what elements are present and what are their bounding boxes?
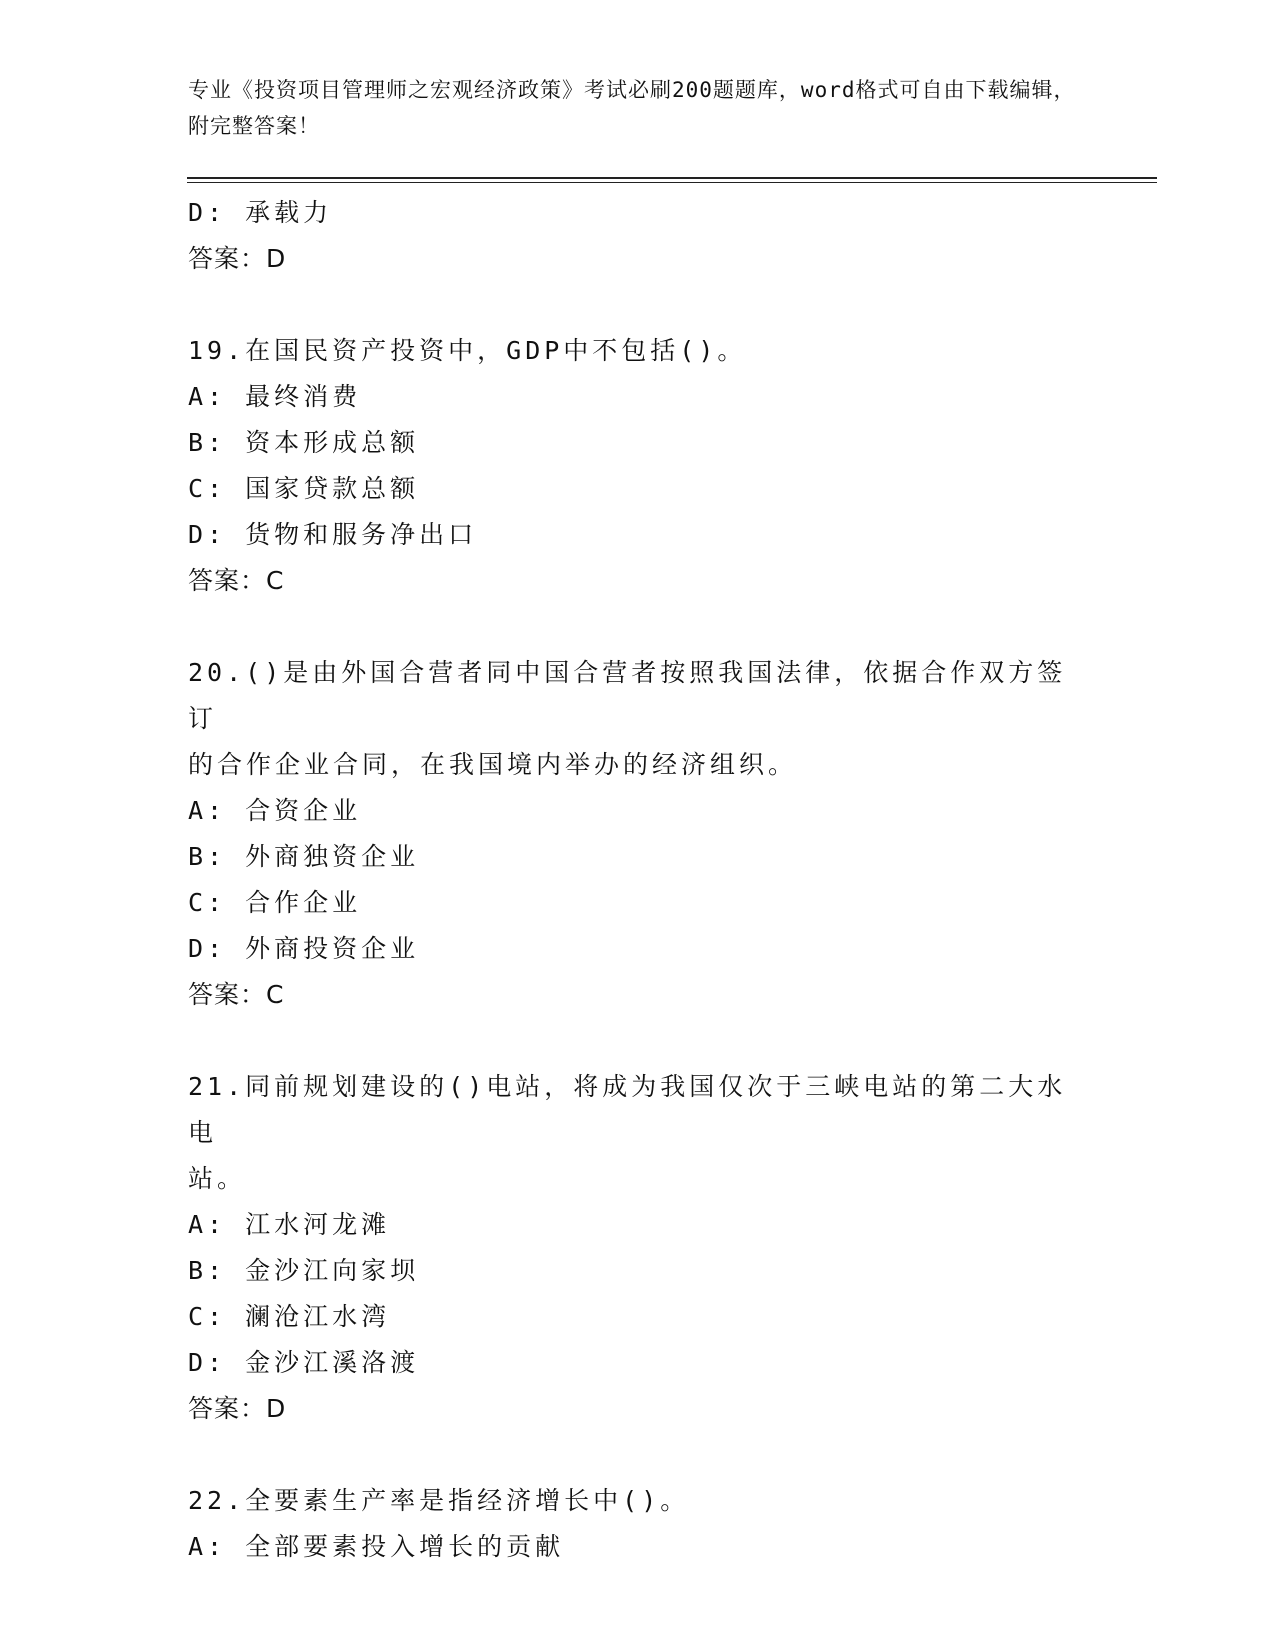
answer: 答案：C — [188, 566, 285, 595]
answer: 答案：D — [188, 1394, 287, 1423]
question-stem-line-1: 21.同前规划建设的()电站，将成为我国仅次于三峡电站的第二大水电 — [188, 1072, 1067, 1147]
option-b: B: 外商独资企业 — [188, 842, 420, 871]
option-d: D: 金沙江溪洛渡 — [188, 1348, 420, 1377]
question-20 — [188, 650, 1088, 1018]
header-divider-thick — [187, 177, 1157, 179]
question-list — [188, 190, 1088, 1570]
question-21 — [188, 1064, 1088, 1432]
answer: 答案：D — [188, 244, 287, 273]
page-header: 专业《投资项目管理师之宏观经济政策》考试必刷200题题库，word格式可自由下载编辑，附完整答案！ — [188, 78, 1076, 138]
question-19 — [188, 328, 1088, 604]
option-a: A: 合资企业 — [188, 796, 362, 825]
answer: 答案：C — [188, 980, 285, 1009]
header-divider-thin — [187, 182, 1157, 183]
option-d: D: 承载力 — [188, 198, 333, 227]
option-a: A: 最终消费 — [188, 382, 362, 411]
spacer — [188, 282, 1088, 328]
question-stem: 19.在国民资产投资中，GDP中不包括()。 — [188, 336, 747, 365]
option-c: C: 合作企业 — [188, 888, 362, 917]
option-c: C: 国家贷款总额 — [188, 474, 420, 503]
option-d: D: 货物和服务净出口 — [188, 520, 478, 549]
option-a: A: 江水河龙滩 — [188, 1210, 391, 1239]
option-c: C: 澜沧江水湾 — [188, 1302, 391, 1331]
question-stem: 22.全要素生产率是指经济增长中()。 — [188, 1486, 690, 1515]
spacer — [188, 1432, 1088, 1478]
spacer — [188, 1018, 1088, 1064]
option-d: D: 外商投资企业 — [188, 934, 420, 963]
question-22 — [188, 1478, 1088, 1570]
option-b: B: 资本形成总额 — [188, 428, 420, 457]
spacer — [188, 604, 1088, 650]
question-stem-line-1: 20.()是由外国合营者同中国合营者按照我国法律，依据合作双方签订 — [188, 658, 1067, 733]
option-a: A: 全部要素投入增长的贡献 — [188, 1532, 565, 1561]
question-stem-line-2: 站。 — [188, 1164, 247, 1193]
option-b: B: 金沙江向家坝 — [188, 1256, 420, 1285]
question-stem-line-2: 的合作企业合同，在我国境内举办的经济组织。 — [188, 750, 798, 779]
